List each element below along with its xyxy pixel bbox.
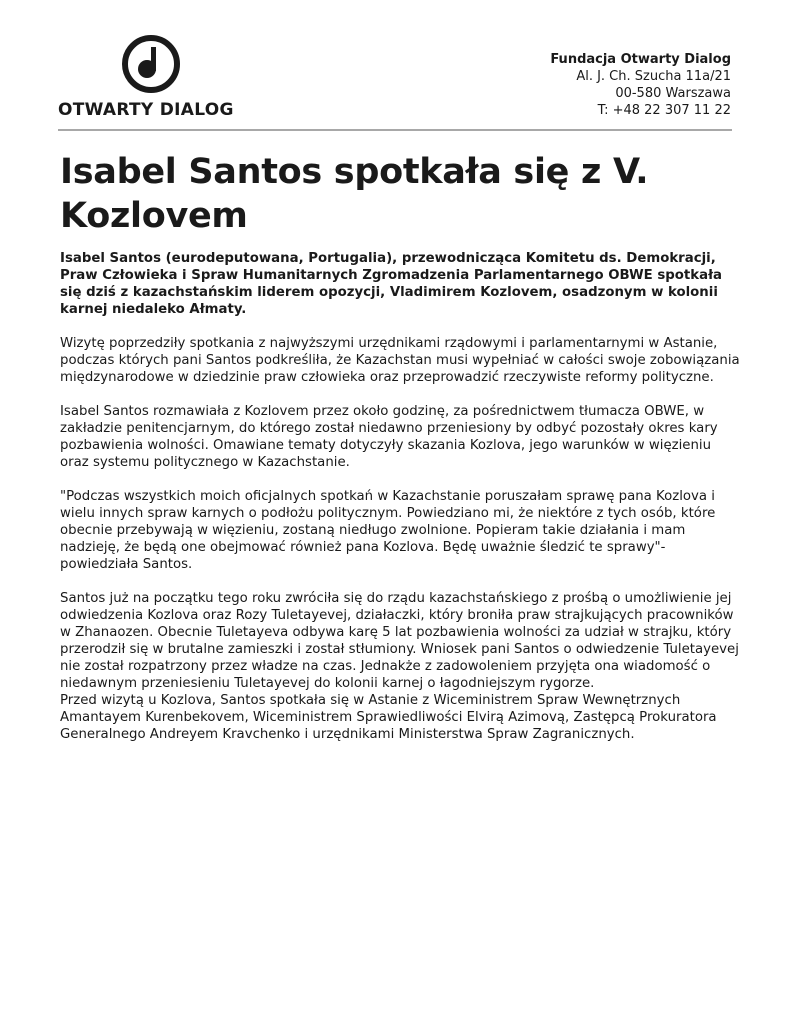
phone-number: T: +48 22 307 11 22 [597, 103, 731, 118]
article-paragraph: "Podczas wszystkich moich oficjalnych spotkań w Kazachstanie poruszałam sprawę pana Kozlova i wielu innych spraw karnych o podłożu politycznym. Powiedziano mi, że niektóre z tych osób, które obecnie przebywają w więzieniu, zostaną niedługo zwolnione. Popieram takie działania i mam nadzieję, że będą one obejmować również pana Kozlova. Będę uważnie śledzić te sprawy"- powiedziała Santos. [60, 489, 716, 572]
org-name: Fundacja Otwarty Dialog [550, 52, 731, 67]
logo-icon [121, 34, 181, 94]
article-lead: Isabel Santos (eurodeputowana, Portugalia), przewodnicząca Komitetu ds. Demokracji, Praw Człowieka i Spraw Humanitarnych Zgromadzenia Parlamentarnego OBWE spotkała się dziś z kazachstańskim liderem opozycji, Vladimirem Kozlovem, osadzonym w kolonii karnej niedaleko Ałmaty. [60, 251, 722, 317]
article-paragraph: Przed wizytą u Kozlova, Santos spotkała się w Astanie z Wiceministrem Spraw Wewnętrznych Amantayem Kurenbekovem, Wiceministrem Sprawiedliwości Elvirą Azimovą, Zastępcą Prokuratora Generalnego Andreyem Kravchenko i urzędnikami Ministerstwa Spraw Zagranicznych. [60, 693, 717, 742]
address-line-1: Al. J. Ch. Szucha 11a/21 [576, 69, 731, 84]
header-divider [58, 129, 732, 131]
logo-text: OTWARTY DIALOG [58, 100, 234, 120]
article-paragraph: Santos już na początku tego roku zwróciła się do rządu kazachstańskiego z prośbą o umożliwienie jej odwiedzenia Kozlova oraz Rozy Tuletayevej, działaczki, który broniła praw strajkujących pracowników w Zhanaozen. Obecnie Tuletayeva odbywa karę 5 lat pozbawienia wolności za udział w strajku, który przerodził się w brutalne zamieszki i został stłumiony. Wniosek pani Santos o odwiedzenie Tuletayevej nie został rozpatrzony przez władze na czas. Jednakże z zadowoleniem przyjęta ona wiadomość o niedawnym przeniesieniu Tuletayevej do kolonii karnej o łagodniejszym rygorze. [60, 591, 739, 691]
article-paragraph: Isabel Santos rozmawiała z Kozlovem przez około godzinę, za pośrednictwem tłumacza OBWE, w zakładzie penitencjarnym, do którego został niedawno przeniesiony by odbyć pozostały okres kary pozbawienia wolności. Omawiane tematy dotyczyły skazania Kozlova, jego warunków w więzieniu oraz systemu politycznego w Kazachstanie. [60, 404, 718, 470]
article-paragraph: Wizytę poprzedziły spotkania z najwyższymi urzędnikami rządowymi i parlamentarnymi w Astanie, podczas których pani Santos podkreśliła, że Kazachstan musi wypełniać w całości swoje zobowiązania międzynarodowe w dziedzinie praw człowieka oraz przeprowadzić rzeczywiste reformy polityczne. [60, 336, 740, 385]
address-line-2: 00-580 Warszawa [615, 86, 731, 101]
article-body [60, 250, 740, 743]
article-title: Isabel Santos spotkała się z V. Kozlovem [60, 152, 649, 236]
contact-block [550, 51, 731, 119]
